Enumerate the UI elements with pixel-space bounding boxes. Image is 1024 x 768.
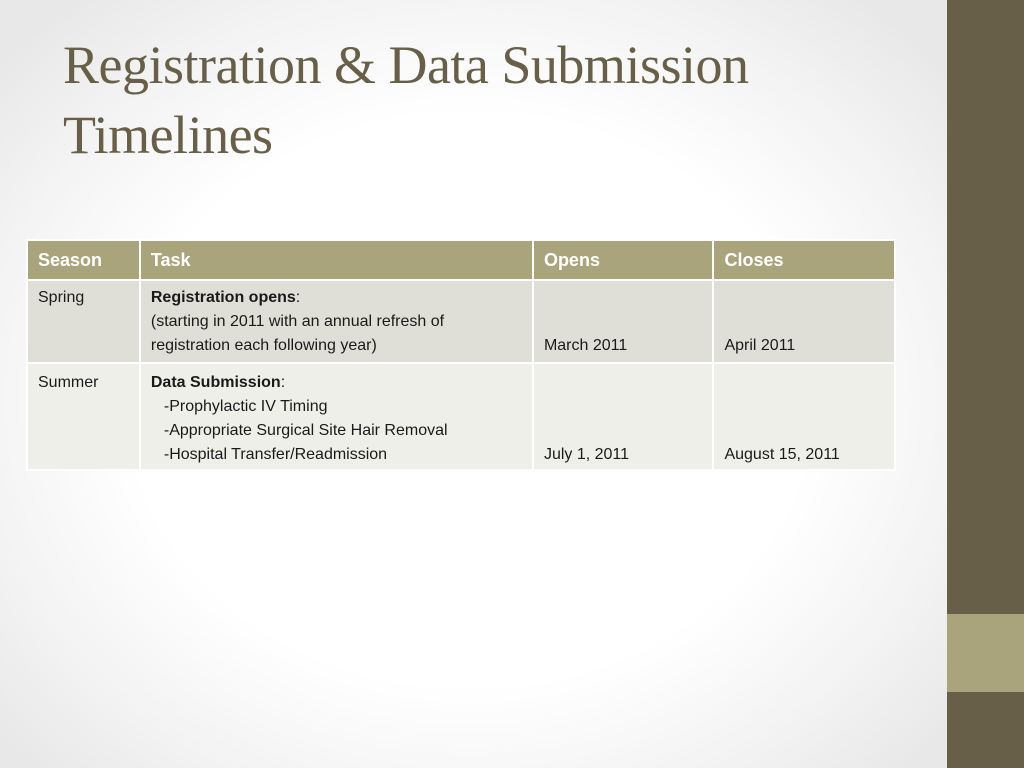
- header-season: Season: [27, 240, 140, 280]
- opens-cell: March 2011: [533, 280, 714, 363]
- task-cell: [140, 280, 533, 363]
- header-opens: Opens: [533, 240, 714, 280]
- table-row: [27, 280, 895, 363]
- slide-title-line-2: Timelines: [63, 105, 273, 165]
- task-detail-line: -Appropriate Surgical Site Hair Removal: [163, 422, 448, 439]
- opens-cell: July 1, 2011: [533, 363, 714, 470]
- season-cell: Summer: [27, 363, 140, 470]
- closes-cell: April 2011: [713, 280, 895, 363]
- task-heading: Registration opens: [150, 289, 296, 306]
- slide-title: [63, 30, 923, 170]
- slide-title-line-1: Registration & Data Submission: [63, 35, 749, 95]
- sidebar-accent-block: [947, 614, 1024, 692]
- table-header-row: [27, 240, 895, 280]
- table-row: [27, 363, 895, 470]
- closes-cell: August 15, 2011: [713, 363, 895, 470]
- task-cell: [140, 363, 533, 470]
- timeline-table: [26, 239, 896, 471]
- task-heading: Data Submission: [150, 374, 281, 391]
- task-colon: :: [280, 374, 286, 391]
- task-colon: :: [295, 289, 301, 306]
- task-detail-line: -Hospital Transfer/Readmission: [163, 446, 388, 463]
- header-task: Task: [140, 240, 533, 280]
- header-closes: Closes: [713, 240, 895, 280]
- task-detail-line: registration each following year): [150, 337, 377, 354]
- task-detail-line: -Prophylactic IV Timing: [163, 398, 328, 415]
- task-detail-line: (starting in 2011 with an annual refresh of: [150, 313, 445, 330]
- season-cell: Spring: [27, 280, 140, 363]
